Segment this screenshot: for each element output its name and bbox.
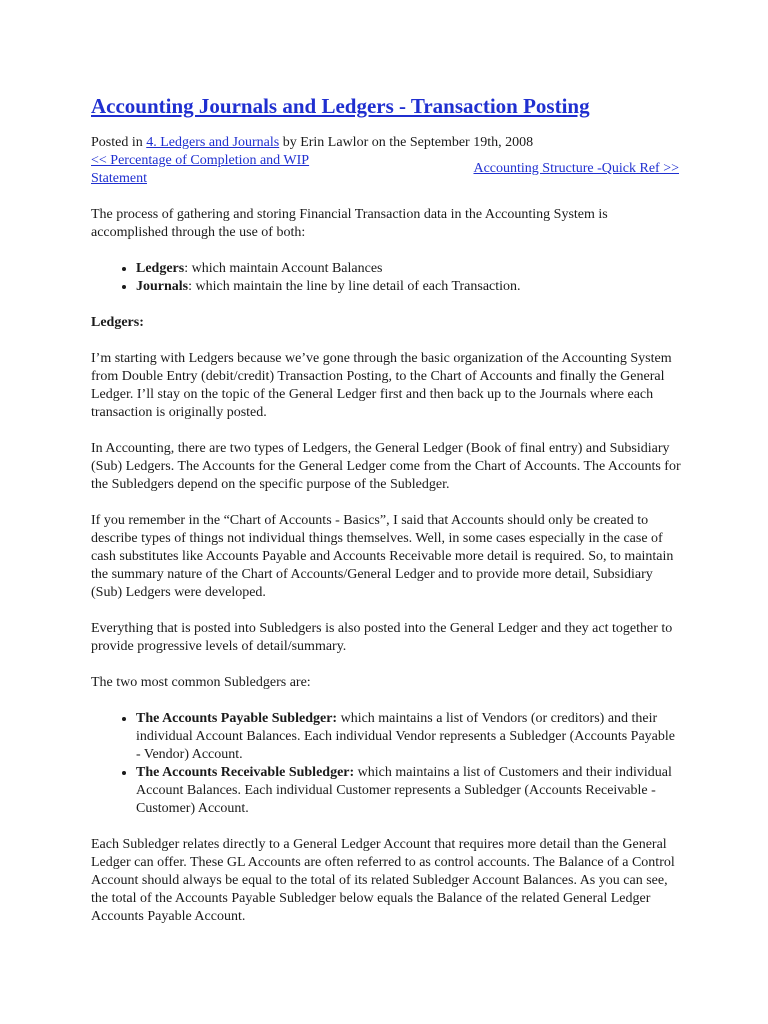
- ledger-journal-list: [91, 260, 681, 296]
- paragraph: If you remember in the “Chart of Accounts - Basics”, I said that Accounts should only be created to describe types of things not individual things themselves. Well, in some cases especially in the case of cash substitutes like Accounts Payable and Accounts Receivable more detail is required. So, to maintain the summary nature of the Chart of Accounts/General Ledger and to provide more detail, Subsidiary (Sub) Ledgers were developed.: [91, 513, 674, 600]
- ledgers-heading-text: Ledgers:: [91, 315, 144, 330]
- next-post-link[interactable]: Accounting Structure -Quick Ref >>: [473, 161, 679, 176]
- article-title: [91, 94, 590, 119]
- list-item-desc: : which maintain the line by line detail of each Transaction.: [188, 279, 521, 294]
- list-item-term: Journals: [136, 279, 189, 294]
- next-post-nav: [473, 161, 679, 177]
- prev-post-link[interactable]: << Percentage of Completion and WIP Statement: [91, 153, 310, 186]
- posted-suffix: by Erin Lawlor on the September 19th, 2008: [279, 135, 534, 150]
- paragraph: In Accounting, there are two types of Ledgers, the General Ledger (Book of final entry) and Subsidiary (Sub) Ledgers. The Accounts for the General Ledger come from the Chart of Accounts. The Accounts for the Subledgers depend on the specific purpose of the Subledger.: [91, 441, 681, 492]
- article-title-link[interactable]: Accounting Journals and Ledgers - Transaction Posting: [91, 94, 590, 118]
- list-item-term: The Accounts Receivable Subledger:: [136, 765, 355, 780]
- posted-prefix: Posted in: [91, 135, 147, 150]
- list-item: [136, 260, 681, 278]
- list-item-term: The Accounts Payable Subledger:: [136, 711, 338, 726]
- paragraph: I’m starting with Ledgers because we’ve gone through the basic organization of the Accounting System from Double Entry (debit/credit) Transaction Posting, to the Chart of Accounts and finally the General Ledger. I’ll stay on the topic of the General Ledger first and then back up to the Journals where each transaction is originally posted.: [91, 351, 672, 420]
- list-item: [136, 710, 681, 764]
- list-item-desc: which maintains a list of Customers and their individual Account Balances. Each individual Customer represents a Subledger (Accounts Receivable - Customer) Account.: [136, 765, 672, 816]
- list-item: [136, 278, 681, 296]
- paragraph: Each Subledger relates directly to a General Ledger Account that requires more detail than the General Ledger can offer. These GL Accounts are often referred to as control accounts. The Balance of a Control Account should always be equal to the total of its related Subledger Account Balances. As you can see, the total of the Accounts Payable Subledger below equals the Balance of the related General Ledger Accounts Payable Account.: [91, 837, 675, 924]
- category-link[interactable]: 4. Ledgers and Journals: [146, 135, 280, 150]
- list-item-desc: which maintains a list of Vendors (or creditors) and their individual Account Balances. Each individual Vendor represents a Subledger (Accounts Payable - Vendor) Account.: [136, 711, 675, 762]
- post-meta: [91, 135, 533, 151]
- list-item: [136, 764, 681, 818]
- intro-paragraph: The process of gathering and storing Financial Transaction data in the Accounting System is accomplished through the use of both:: [91, 207, 608, 240]
- paragraph: Everything that is posted into Subledgers is also posted into the General Ledger and they act together to provide progressive levels of detail/summary.: [91, 621, 673, 654]
- ledgers-heading: [91, 314, 681, 332]
- list-item-desc: : which maintain Account Balances: [184, 261, 383, 276]
- subledger-list: [91, 710, 681, 818]
- prev-post-nav: [91, 152, 341, 188]
- article-body: [91, 206, 681, 944]
- paragraph: The two most common Subledgers are:: [91, 675, 311, 690]
- list-item-term: Ledgers: [136, 261, 185, 276]
